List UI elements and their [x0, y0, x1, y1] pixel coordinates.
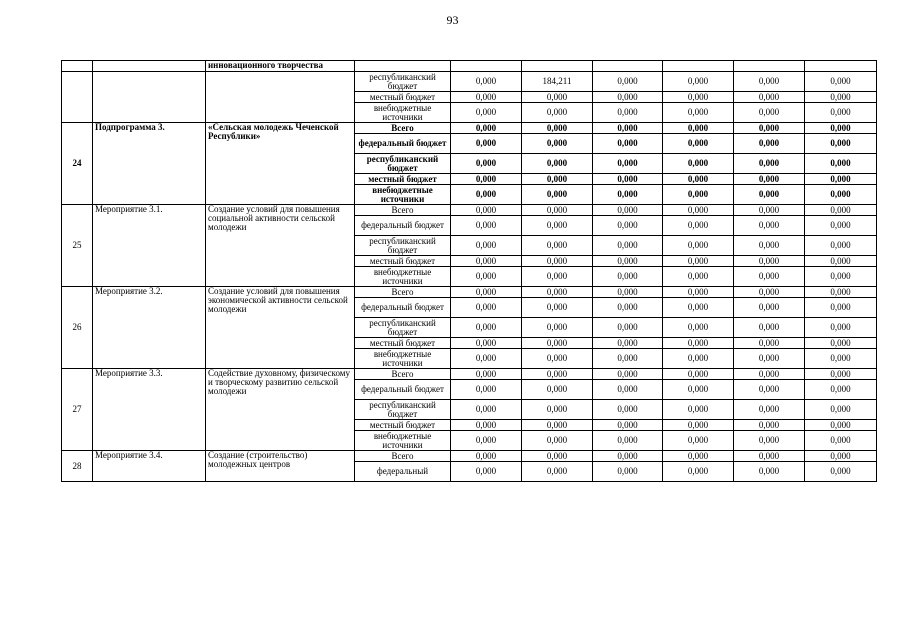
value-cell: 0,000 [734, 338, 805, 349]
program-description: Содействие духовному, физическому и творческому развитию сельской молодежи [206, 369, 355, 451]
value-cell: 0,000 [451, 154, 522, 174]
value-cell: 0,000 [734, 103, 805, 123]
label-cell [93, 72, 206, 123]
value-cell: 0,000 [805, 123, 877, 134]
value-cell: 0,000 [805, 185, 877, 205]
table-row [62, 451, 877, 462]
value-cell: 0,000 [663, 431, 734, 451]
funding-source: республиканский бюджет [355, 236, 451, 256]
value-cell: 0,000 [522, 123, 593, 134]
value-cell: 0,000 [451, 420, 522, 431]
value-cell: 0,000 [451, 216, 522, 236]
value-cell: 0,000 [593, 134, 663, 154]
value-cell: 0,000 [522, 380, 593, 400]
value-cell: 0,000 [663, 267, 734, 287]
value-cell: 0,000 [734, 174, 805, 185]
value-cell: 0,000 [451, 380, 522, 400]
value-cell: 0,000 [663, 123, 734, 134]
value-cell: 0,000 [734, 267, 805, 287]
value-cell: 0,000 [663, 420, 734, 431]
program-label: Мероприятие 3.4. [93, 451, 206, 482]
cell-empty [355, 61, 451, 72]
value-cell: 0,000 [805, 400, 877, 420]
cell-empty [62, 61, 93, 72]
value-cell: 0,000 [451, 400, 522, 420]
value-cell: 0,000 [593, 185, 663, 205]
value-cell: 0,000 [805, 287, 877, 298]
value-cell: 0,000 [734, 236, 805, 256]
value-cell: 0,000 [522, 267, 593, 287]
value-cell: 0,000 [663, 318, 734, 338]
funding-source: внебюджетные источники [355, 267, 451, 287]
value-cell: 0,000 [805, 462, 877, 482]
value-cell: 0,000 [805, 154, 877, 174]
budget-table [61, 60, 877, 482]
value-cell: 0,000 [522, 420, 593, 431]
value-cell: 0,000 [663, 380, 734, 400]
value-cell: 0,000 [805, 134, 877, 154]
value-cell: 0,000 [451, 431, 522, 451]
value-cell: 0,000 [734, 400, 805, 420]
value-cell: 0,000 [805, 349, 877, 369]
value-cell: 0,000 [734, 72, 805, 92]
funding-source: республиканский бюджет [355, 154, 451, 174]
funding-source: республиканский бюджет [355, 318, 451, 338]
cell-empty [734, 61, 805, 72]
value-cell: 0,000 [522, 174, 593, 185]
funding-source: федеральный бюджет [355, 380, 451, 400]
value-cell: 0,000 [663, 256, 734, 267]
value-cell: 0,000 [451, 123, 522, 134]
program-description: Создание условий для повышения социальной активности сельской молодежи [206, 205, 355, 287]
value-cell: 0,000 [734, 154, 805, 174]
value-cell: 0,000 [734, 380, 805, 400]
value-cell: 0,000 [522, 154, 593, 174]
funding-source: Всего [355, 287, 451, 298]
value-cell: 0,000 [451, 236, 522, 256]
value-cell: 0,000 [451, 451, 522, 462]
value-cell: 0,000 [663, 349, 734, 369]
value-cell: 0,000 [522, 287, 593, 298]
value-cell: 0,000 [663, 236, 734, 256]
funding-source: местный бюджет [355, 174, 451, 185]
value-cell: 0,000 [805, 420, 877, 431]
value-cell: 0,000 [734, 287, 805, 298]
description-cell [206, 72, 355, 123]
value-cell: 0,000 [451, 267, 522, 287]
value-cell: 0,000 [734, 318, 805, 338]
value-cell: 0,000 [522, 369, 593, 380]
funding-source: республиканский бюджет [355, 400, 451, 420]
value-cell: 0,000 [734, 298, 805, 318]
value-cell: 0,000 [522, 134, 593, 154]
value-cell: 0,000 [805, 451, 877, 462]
value-cell: 0,000 [805, 431, 877, 451]
value-cell: 0,000 [805, 256, 877, 267]
value-cell: 0,000 [593, 369, 663, 380]
value-cell: 0,000 [522, 349, 593, 369]
value-cell: 0,000 [734, 205, 805, 216]
value-cell: 0,000 [451, 298, 522, 318]
value-cell: 0,000 [593, 380, 663, 400]
value-cell: 0,000 [734, 451, 805, 462]
value-cell: 0,000 [663, 103, 734, 123]
program-label: Мероприятие 3.2. [93, 287, 206, 369]
funding-source: Всего [355, 369, 451, 380]
value-cell: 0,000 [451, 72, 522, 92]
row-number: 28 [62, 451, 93, 482]
program-description: Создание (строительство) молодежных центров [206, 451, 355, 482]
funding-source: федеральный бюджет [355, 216, 451, 236]
cell-empty [93, 61, 206, 72]
value-cell: 0,000 [593, 462, 663, 482]
funding-source: Всего [355, 451, 451, 462]
value-cell: 0,000 [734, 431, 805, 451]
value-cell: 0,000 [451, 462, 522, 482]
value-cell: 0,000 [593, 420, 663, 431]
value-cell: 0,000 [734, 216, 805, 236]
value-cell: 0,000 [663, 72, 734, 92]
funding-source: местный бюджет [355, 420, 451, 431]
funding-source: Всего [355, 123, 451, 134]
value-cell: 0,000 [522, 318, 593, 338]
value-cell: 0,000 [451, 134, 522, 154]
value-cell: 0,000 [593, 256, 663, 267]
value-cell: 0,000 [593, 338, 663, 349]
program-label: Мероприятие 3.3. [93, 369, 206, 451]
value-cell: 0,000 [663, 216, 734, 236]
value-cell: 0,000 [805, 380, 877, 400]
value-cell: 0,000 [451, 318, 522, 338]
value-cell: 0,000 [522, 103, 593, 123]
program-label: Подпрограмма 3. [93, 123, 206, 205]
value-cell: 0,000 [663, 451, 734, 462]
value-cell: 0,000 [805, 205, 877, 216]
cell-empty [451, 61, 522, 72]
value-cell: 0,000 [663, 174, 734, 185]
page-number: 93 [446, 13, 459, 27]
value-cell: 0,000 [734, 123, 805, 134]
value-cell: 0,000 [663, 287, 734, 298]
continuation-description: инновационного творчества [206, 61, 355, 72]
funding-source: внебюджетные источники [355, 103, 451, 123]
value-cell: 0,000 [451, 256, 522, 267]
value-cell: 0,000 [593, 298, 663, 318]
value-cell: 0,000 [522, 431, 593, 451]
value-cell: 0,000 [451, 287, 522, 298]
value-cell: 0,000 [734, 349, 805, 369]
value-cell: 0,000 [663, 338, 734, 349]
value-cell: 0,000 [734, 462, 805, 482]
value-cell: 0,000 [734, 92, 805, 103]
row-number: 26 [62, 287, 93, 369]
value-cell: 0,000 [805, 236, 877, 256]
value-cell: 0,000 [593, 431, 663, 451]
value-cell: 0,000 [805, 103, 877, 123]
value-cell: 0,000 [734, 256, 805, 267]
program-description: Создание условий для повышения экономической активности сельской молодежи [206, 287, 355, 369]
value-cell: 0,000 [663, 92, 734, 103]
value-cell: 0,000 [663, 185, 734, 205]
table-body [62, 61, 877, 482]
row-number: 24 [62, 123, 93, 205]
cell-empty [663, 61, 734, 72]
funding-source: местный бюджет [355, 92, 451, 103]
row-number-cell [62, 72, 93, 123]
value-cell: 0,000 [663, 134, 734, 154]
value-cell: 0,000 [805, 298, 877, 318]
value-cell: 0,000 [593, 205, 663, 216]
continuation-header-row [62, 61, 877, 72]
table-row [62, 369, 877, 380]
program-description: «Сельская молодежь Чеченской Республики» [206, 123, 355, 205]
value-cell: 0,000 [734, 185, 805, 205]
row-number: 27 [62, 369, 93, 451]
value-cell: 0,000 [593, 72, 663, 92]
value-cell: 0,000 [451, 349, 522, 369]
row-number: 25 [62, 205, 93, 287]
funding-source: федеральный бюджет [355, 134, 451, 154]
table-row [62, 287, 877, 298]
value-cell: 0,000 [663, 205, 734, 216]
value-cell: 0,000 [522, 338, 593, 349]
value-cell: 0,000 [734, 420, 805, 431]
value-cell: 0,000 [451, 338, 522, 349]
cell-empty [522, 61, 593, 72]
value-cell: 0,000 [734, 369, 805, 380]
value-cell: 0,000 [522, 400, 593, 420]
value-cell: 0,000 [734, 134, 805, 154]
funding-source: Всего [355, 205, 451, 216]
value-cell: 0,000 [522, 451, 593, 462]
value-cell: 0,000 [522, 462, 593, 482]
value-cell: 0,000 [805, 174, 877, 185]
funding-source: внебюджетные источники [355, 185, 451, 205]
value-cell: 0,000 [593, 216, 663, 236]
value-cell: 0,000 [593, 400, 663, 420]
value-cell: 0,000 [805, 318, 877, 338]
funding-source: федеральный бюджет [355, 298, 451, 318]
funding-source: федеральный [355, 462, 451, 482]
program-label: Мероприятие 3.1. [93, 205, 206, 287]
value-cell: 0,000 [805, 92, 877, 103]
value-cell: 0,000 [805, 72, 877, 92]
value-cell: 0,000 [663, 462, 734, 482]
table-row [62, 123, 877, 134]
value-cell: 0,000 [522, 92, 593, 103]
value-cell: 0,000 [805, 216, 877, 236]
value-cell: 184,211 [522, 72, 593, 92]
value-cell: 0,000 [451, 369, 522, 380]
value-cell: 0,000 [451, 205, 522, 216]
value-cell: 0,000 [593, 287, 663, 298]
funding-source: местный бюджет [355, 338, 451, 349]
value-cell: 0,000 [663, 298, 734, 318]
value-cell: 0,000 [805, 338, 877, 349]
value-cell: 0,000 [805, 369, 877, 380]
value-cell: 0,000 [593, 318, 663, 338]
value-cell: 0,000 [451, 185, 522, 205]
value-cell: 0,000 [593, 267, 663, 287]
value-cell: 0,000 [522, 205, 593, 216]
value-cell: 0,000 [522, 236, 593, 256]
value-cell: 0,000 [593, 123, 663, 134]
cell-empty [593, 61, 663, 72]
value-cell: 0,000 [593, 236, 663, 256]
value-cell: 0,000 [522, 256, 593, 267]
value-cell: 0,000 [451, 92, 522, 103]
value-cell: 0,000 [593, 154, 663, 174]
value-cell: 0,000 [451, 103, 522, 123]
table-row [62, 72, 877, 92]
value-cell: 0,000 [593, 451, 663, 462]
value-cell: 0,000 [593, 103, 663, 123]
value-cell: 0,000 [663, 369, 734, 380]
table-row [62, 205, 877, 216]
funding-source: внебюджетные источники [355, 349, 451, 369]
value-cell: 0,000 [663, 154, 734, 174]
value-cell: 0,000 [593, 174, 663, 185]
value-cell: 0,000 [593, 92, 663, 103]
funding-source: внебюджетные источники [355, 431, 451, 451]
funding-source: республиканский бюджет [355, 72, 451, 92]
value-cell: 0,000 [451, 174, 522, 185]
funding-source: местный бюджет [355, 256, 451, 267]
value-cell: 0,000 [663, 400, 734, 420]
cell-empty [805, 61, 877, 72]
value-cell: 0,000 [593, 349, 663, 369]
value-cell: 0,000 [805, 267, 877, 287]
value-cell: 0,000 [522, 185, 593, 205]
value-cell: 0,000 [522, 298, 593, 318]
value-cell: 0,000 [522, 216, 593, 236]
